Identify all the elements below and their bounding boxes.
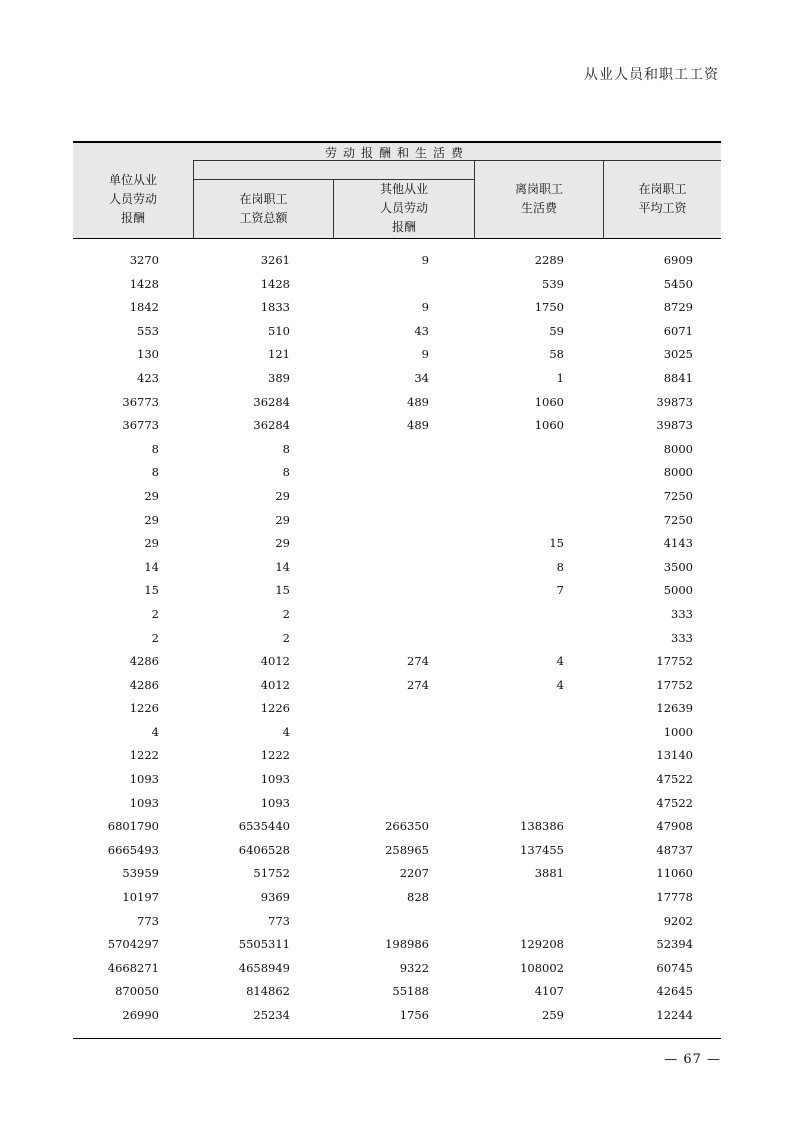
table-cell: 53959 — [122, 866, 159, 881]
table-row — [73, 461, 721, 485]
table-row — [73, 603, 721, 627]
table-cell: 9 — [421, 253, 429, 267]
table-cell: 1093 — [129, 772, 159, 787]
table-cell: 8000 — [663, 441, 693, 456]
table-cell: 1226 — [129, 701, 159, 716]
table-row — [73, 886, 721, 910]
table-cell: 52394 — [656, 937, 693, 952]
table-cell: 489 — [407, 394, 429, 409]
table-cell: 1093 — [129, 795, 159, 810]
table-cell: 8841 — [663, 370, 693, 385]
table-cell: 1222 — [129, 748, 159, 763]
table-cell: 1750 — [534, 300, 564, 315]
table-cell: 121 — [268, 347, 290, 362]
table-row — [73, 627, 721, 651]
table-row — [73, 744, 721, 768]
table-cell: 4668271 — [107, 960, 159, 975]
table-cell: 553 — [137, 323, 159, 338]
table-cell: 129208 — [520, 937, 564, 952]
table-row — [73, 249, 721, 273]
table-row — [73, 485, 721, 509]
table-cell: 2 — [282, 630, 290, 645]
table-cell: 6071 — [663, 323, 693, 338]
table-row — [73, 579, 721, 603]
table-cell: 7 — [556, 583, 564, 598]
header-col-avg-wage: 在岗职工 平均工资 — [638, 182, 687, 215]
table-cell: 2 — [282, 606, 290, 621]
table-cell: 9 — [421, 300, 429, 315]
table-cell: 55188 — [392, 984, 429, 999]
table-cell: 274 — [407, 654, 429, 669]
table-cell: 2 — [151, 630, 159, 645]
table-cell: 259 — [542, 1008, 564, 1022]
table-cell: 130 — [137, 347, 159, 362]
table-cell: 4 — [151, 724, 159, 739]
table-cell: 12639 — [656, 701, 693, 716]
table-cell: 11060 — [656, 866, 693, 881]
table-cell: 47522 — [656, 795, 693, 810]
table-row — [73, 650, 721, 674]
table-cell: 1093 — [260, 795, 290, 810]
table-cell: 17752 — [656, 677, 693, 692]
table-cell: 8000 — [663, 465, 693, 480]
table-body — [73, 249, 721, 1028]
table-cell: 48737 — [656, 842, 693, 857]
table-cell: 6535440 — [238, 819, 290, 834]
table-row — [73, 438, 721, 462]
table-cell: 266350 — [385, 819, 429, 834]
table-cell: 773 — [137, 913, 159, 928]
table-row — [73, 273, 721, 297]
table-cell: 1222 — [260, 748, 290, 763]
table-row — [73, 391, 721, 415]
table-cell: 9322 — [399, 960, 429, 975]
table-cell: 1428 — [129, 276, 159, 291]
table-cell: 29 — [144, 488, 159, 503]
table-cell: 423 — [137, 370, 159, 385]
table-cell: 60745 — [656, 960, 693, 975]
table-cell: 4286 — [129, 677, 159, 692]
table-cell: 25234 — [253, 1008, 290, 1022]
table-cell: 15 — [549, 536, 564, 551]
table-cell: 4012 — [260, 677, 290, 692]
table-cell: 14 — [275, 559, 290, 574]
table-cell: 9202 — [663, 913, 693, 928]
table-cell: 13140 — [656, 748, 693, 763]
table-cell: 29 — [275, 488, 290, 503]
table-cell: 39873 — [656, 418, 693, 433]
table-row — [73, 721, 721, 745]
table-cell: 137455 — [520, 842, 564, 857]
table-cell: 5450 — [663, 276, 693, 291]
table-cell: 814862 — [246, 984, 290, 999]
header-col-other-labor-pay: 其他从业 人员劳动 报酬 — [379, 182, 428, 234]
table-cell: 1060 — [534, 394, 564, 409]
table-cell: 29 — [144, 536, 159, 551]
table-row — [73, 367, 721, 391]
table-cell: 1428 — [260, 276, 290, 291]
table-cell: 8 — [282, 465, 290, 480]
table-row — [73, 697, 721, 721]
table-cell: 138386 — [520, 819, 564, 834]
table-cell: 773 — [268, 913, 290, 928]
table-cell: 258965 — [385, 842, 429, 857]
table-cell: 14 — [144, 559, 159, 574]
table-cell: 333 — [671, 630, 693, 645]
table-cell: 12244 — [656, 1008, 693, 1022]
table-cell: 828 — [407, 890, 429, 905]
table-cell: 8 — [151, 465, 159, 480]
header-col-offpost-living: 离岗职工 生活费 — [514, 182, 563, 215]
table-cell: 1 — [556, 370, 564, 385]
table-cell: 1000 — [663, 724, 693, 739]
table-cell: 9 — [421, 347, 429, 362]
table-cell: 4 — [556, 654, 564, 669]
table-cell: 4143 — [663, 536, 693, 551]
table-cell: 15 — [275, 583, 290, 598]
table-cell: 108002 — [520, 960, 564, 975]
table-cell: 47908 — [656, 819, 693, 834]
table-cell: 274 — [407, 677, 429, 692]
table-cell: 1842 — [129, 300, 159, 315]
table-row — [73, 933, 721, 957]
table-cell: 4012 — [260, 654, 290, 669]
table-cell: 7250 — [663, 512, 693, 527]
table-bottom-rule — [73, 1038, 721, 1039]
table-cell: 2 — [151, 606, 159, 621]
table-cell: 1226 — [260, 701, 290, 716]
table-cell: 7250 — [663, 488, 693, 503]
table-row — [73, 957, 721, 981]
table-cell: 2289 — [534, 253, 564, 267]
table-cell: 3025 — [663, 347, 693, 362]
table-cell: 9369 — [260, 890, 290, 905]
table-row — [73, 556, 721, 580]
table-cell: 29 — [275, 512, 290, 527]
table-cell: 5000 — [663, 583, 693, 598]
table-row — [73, 674, 721, 698]
table-cell: 15 — [144, 583, 159, 598]
table-cell: 870050 — [115, 984, 159, 999]
table-cell: 43 — [414, 323, 429, 338]
table-cell: 51752 — [253, 866, 290, 881]
table-cell: 29 — [275, 536, 290, 551]
table-cell: 4658949 — [238, 960, 290, 975]
table-cell: 6665493 — [107, 842, 159, 857]
table-cell: 8729 — [663, 300, 693, 315]
table-row — [73, 509, 721, 533]
table-cell: 36773 — [122, 394, 159, 409]
table-cell: 5704297 — [107, 937, 159, 952]
table-header-bottom-rule — [73, 238, 721, 239]
table-cell: 3881 — [534, 866, 564, 881]
table-cell: 4 — [282, 724, 290, 739]
header-span-rule — [193, 160, 721, 161]
table-cell: 1093 — [260, 772, 290, 787]
table-row — [73, 768, 721, 792]
table-cell: 333 — [671, 606, 693, 621]
table-cell: 198986 — [385, 937, 429, 952]
table-row — [73, 815, 721, 839]
table-row — [73, 980, 721, 1004]
table-cell: 1756 — [399, 1008, 429, 1022]
table-cell: 36284 — [253, 418, 290, 433]
table-cell: 6909 — [663, 253, 693, 267]
table-cell: 47522 — [656, 772, 693, 787]
header-span-title: 劳动报酬和生活费 — [324, 146, 469, 160]
table-cell: 4107 — [534, 984, 564, 999]
table-cell: 17778 — [656, 890, 693, 905]
table-cell: 39873 — [656, 394, 693, 409]
table-row — [73, 414, 721, 438]
table-header — [73, 143, 721, 238]
table-row — [73, 910, 721, 934]
table-row — [73, 1004, 721, 1028]
table-cell: 36773 — [122, 418, 159, 433]
table-cell: 389 — [268, 370, 290, 385]
table-cell: 59 — [549, 323, 564, 338]
table-row — [73, 343, 721, 367]
table-cell: 42645 — [656, 984, 693, 999]
table-cell: 58 — [549, 347, 564, 362]
table-row — [73, 296, 721, 320]
table-cell: 36284 — [253, 394, 290, 409]
table-cell: 34 — [414, 370, 429, 385]
header-col-unit-labor-pay: 单位从业 人员劳动 报酬 — [108, 173, 157, 225]
table-cell: 29 — [144, 512, 159, 527]
table-cell: 5505311 — [238, 937, 290, 952]
table-cell: 6801790 — [107, 819, 159, 834]
table-cell: 3261 — [260, 253, 290, 267]
table-cell: 10197 — [122, 890, 159, 905]
table-cell: 2207 — [399, 866, 429, 881]
page-number: — 67 — — [664, 1052, 721, 1067]
table-cell: 1833 — [260, 300, 290, 315]
table-cell: 510 — [268, 323, 290, 338]
header-col-onpost-wage-total: 在岗职工 工资总额 — [239, 192, 288, 225]
table-cell: 8 — [151, 441, 159, 456]
table-row — [73, 862, 721, 886]
table-cell: 8 — [282, 441, 290, 456]
table-row — [73, 532, 721, 556]
table-cell: 539 — [542, 276, 564, 291]
table-cell: 8 — [556, 559, 564, 574]
running-head: 从业人员和职工工资 — [584, 67, 719, 83]
table-cell: 489 — [407, 418, 429, 433]
table-cell: 26990 — [122, 1008, 159, 1022]
table-row — [73, 839, 721, 863]
table-row — [73, 320, 721, 344]
table-row — [73, 792, 721, 816]
table-cell: 6406528 — [238, 842, 290, 857]
table-cell: 17752 — [656, 654, 693, 669]
table-cell: 3270 — [129, 253, 159, 267]
table-cell: 4 — [556, 677, 564, 692]
table-cell: 4286 — [129, 654, 159, 669]
table-cell: 3500 — [663, 559, 693, 574]
table-cell: 1060 — [534, 418, 564, 433]
